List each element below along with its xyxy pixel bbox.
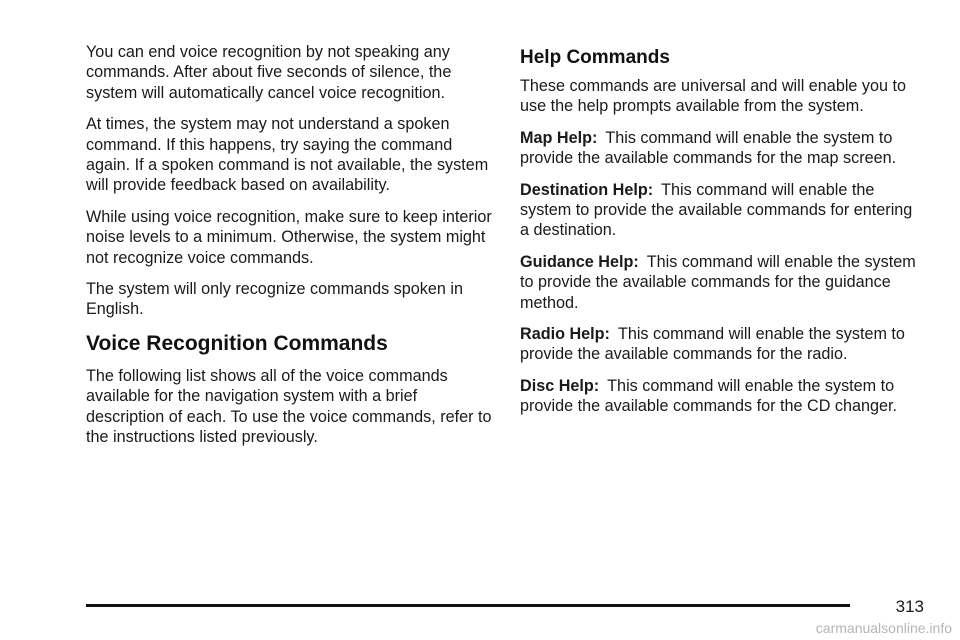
help-item-term: Disc Help:: [520, 376, 600, 395]
help-item-text: This command will enable the system to provide the available commands for the map screen.: [520, 128, 897, 168]
help-item-map: [520, 128, 920, 169]
help-item-term: Guidance Help:: [520, 252, 639, 271]
help-item-destination: [520, 180, 920, 241]
page-number: 313: [895, 597, 924, 616]
help-item-term: Map Help:: [520, 128, 598, 147]
help-item-term: Radio Help:: [520, 325, 610, 344]
footer-rule: [86, 604, 850, 607]
help-item-term: Destination Help:: [520, 180, 654, 199]
help-item-disc: [520, 376, 920, 417]
voice-recognition-commands-heading: Voice Recognition Commands: [86, 331, 388, 355]
right-column: [520, 42, 920, 428]
paragraph-english-only: The system will only recognize commands spoken in English.: [86, 280, 463, 319]
paragraph-noise-levels: While using voice recognition, make sure to keep interior noise levels to a minimum. Otherwise, the system might not recognize voice commands.: [86, 207, 492, 267]
help-commands-heading: Help Commands: [520, 47, 670, 68]
paragraph-not-understand: At times, the system may not understand a spoken command. If this happens, try saying the command again. If a spoken command is not available, the system will provide feedback based on availability.: [86, 115, 489, 195]
help-item-text: This command will enable the system to provide the available commands for entering a destination.: [520, 180, 913, 240]
paragraph-commands-list: The following list shows all of the voice commands available for the navigation system with a brief description of each. To use the voice commands, refer to the instructions listed previously.: [86, 366, 492, 447]
help-item-text: This command will enable the system to provide the available commands for the guidance method.: [520, 252, 916, 312]
left-column: [86, 42, 498, 459]
help-commands-intro: These commands are universal and will enable you to use the help prompts available from the system.: [520, 77, 907, 116]
help-item-radio: [520, 324, 920, 365]
help-item-text: This command will enable the system to provide the available commands for the radio.: [520, 325, 905, 364]
help-item-guidance: [520, 252, 920, 313]
help-item-text: This command will enable the system to provide the available commands for the CD changer.: [520, 376, 898, 416]
paragraph-end-recognition: You can end voice recognition by not speaking any commands. After about five seconds of silence, the system will automatically cancel voice recognition.: [86, 43, 452, 102]
watermark: carmanualsonline.info: [815, 620, 952, 636]
